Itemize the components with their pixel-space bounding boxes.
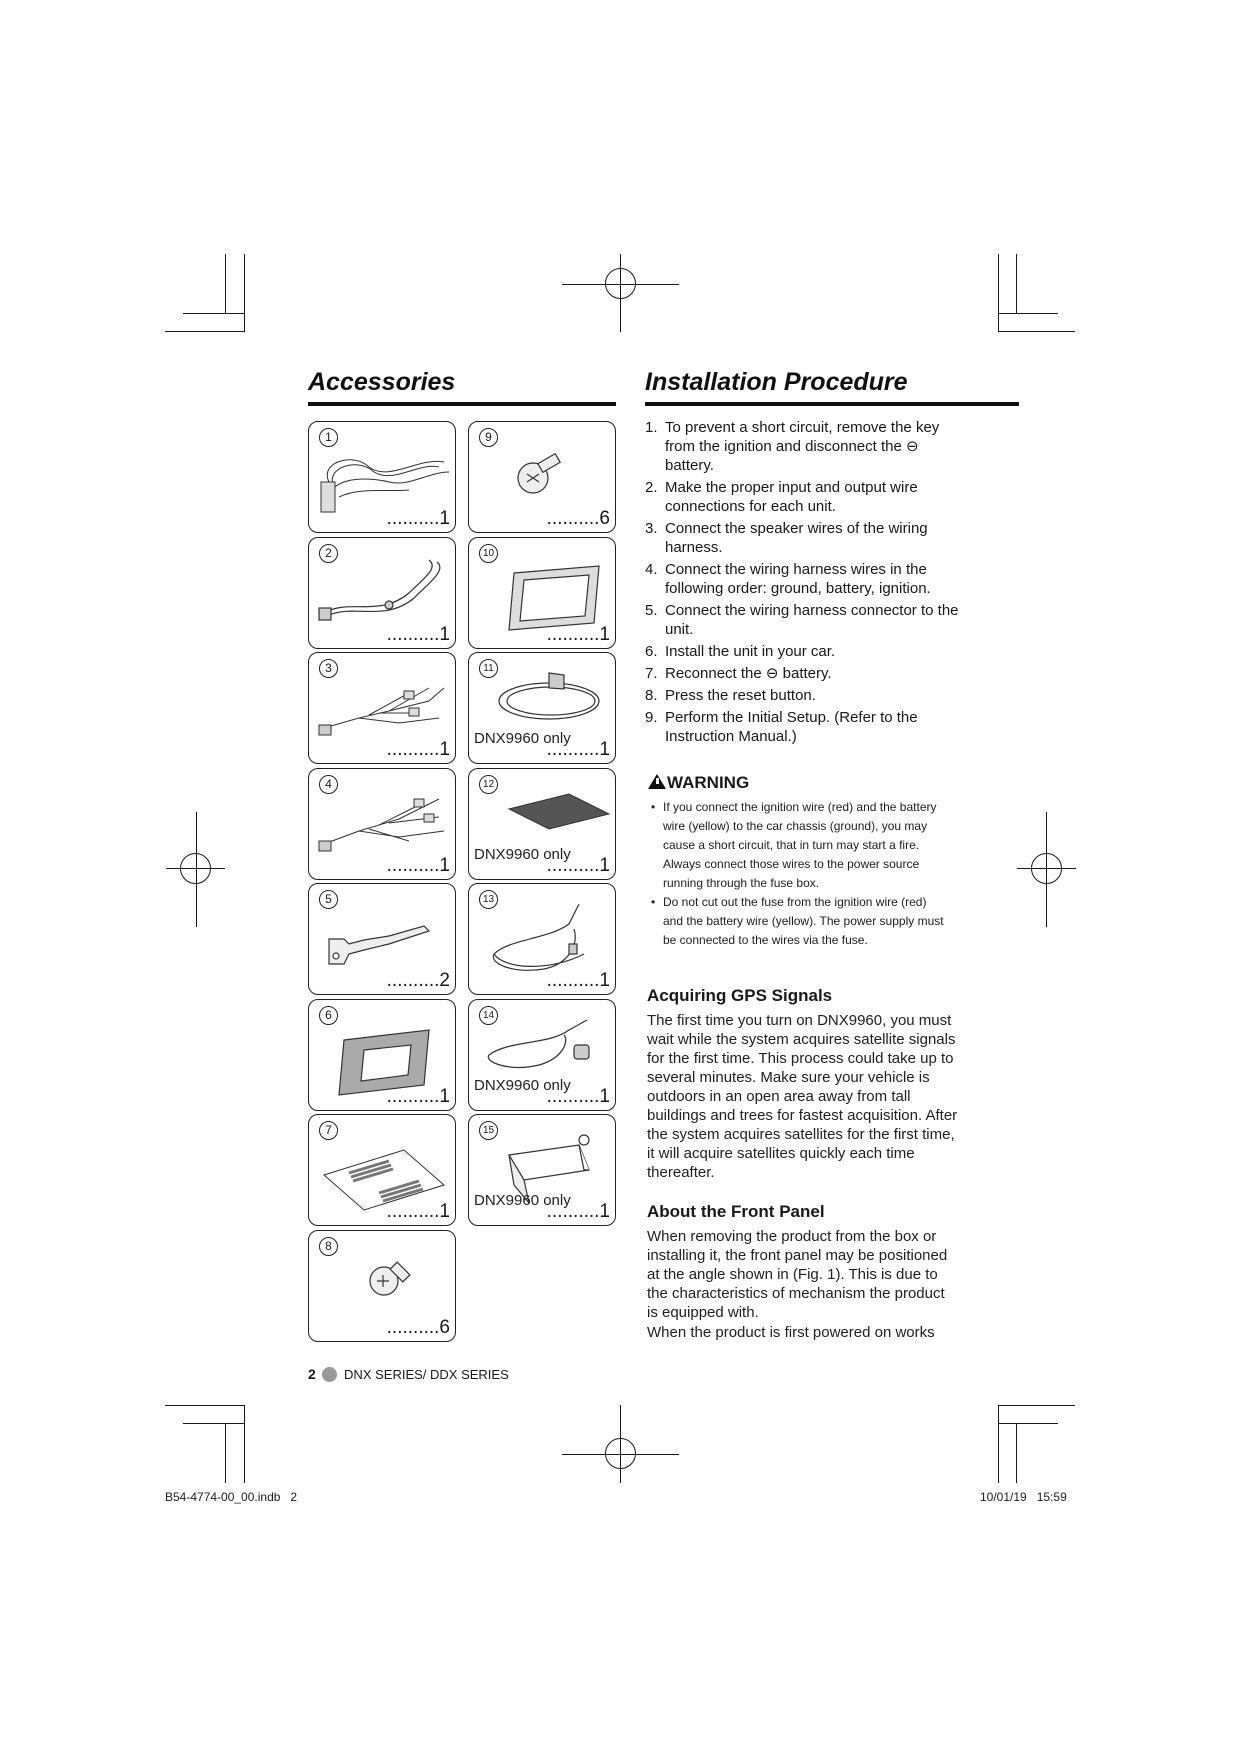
accessory-quantity: ..........6 [546,508,610,529]
accessory-number: 2 [319,544,338,563]
step-number: 2. [645,479,658,496]
step-text: To prevent a short circuit, remove the key from the ignition and disconnect the ⊖ battery. [665,419,940,474]
installation-step [645,642,965,661]
step-number: 8. [645,687,658,704]
accessory-quantity: ..........1 [546,1085,610,1107]
accessory-number: 6 [319,1006,338,1025]
step-number: 3. [645,520,658,537]
accessory-number: 13 [479,890,498,909]
accessory-number: 9 [479,428,498,447]
accessory-number: 11 [479,659,498,678]
accessory-item-11 [468,652,616,764]
accessory-quantity: ..........1 [546,1201,610,1222]
accessory-item-3 [308,652,456,764]
step-number: 5. [645,602,658,619]
accessory-quantity: ..........2 [386,970,450,991]
page-number: 2 [308,1366,316,1382]
accessory-item-4 [308,768,456,880]
step-text: Reconnect the ⊖ battery. [665,665,832,682]
series-label: DNX SERIES/ DDX SERIES [344,1367,509,1382]
warning-bullet: • If you connect the ignition wire (red) and the battery wire (yellow) to the car chassis (ground), you may cause a short circuit, that in turn may start a fire. Always connect those wires to the power source running through the fuse box. [649,798,949,893]
accessory-note: DNX9960 only [474,1192,571,1209]
accessory-item-1 [308,421,456,533]
accessory-item-7 [308,1114,456,1226]
gps-text: The first time you turn on DNX9960, you must wait while the system acquires satellite signals for the first time. This process could take up to several minutes. Make sure your vehicle is outdoors in an open area away from tall buildings and trees for fastest acquisition. After the system acquires satellites for the first time, it will acquire satellites quickly each time thereafter. [647,1012,958,1181]
warning-triangle-icon [648,774,666,789]
accessory-item-2 [308,537,456,649]
accessory-quantity: ..........1 [546,623,610,645]
accessory-quantity: ..........6 [386,1316,450,1338]
step-number: 7. [645,665,658,682]
accessory-note: DNX9960 only [474,845,571,863]
accessory-number: 4 [319,775,338,794]
accessory-item-10 [468,537,616,649]
accessory-quantity: ..........1 [386,854,450,876]
warning-bullet: • Do not cut out the fuse from the ignition wire (red) and the battery wire (yellow). The power supply must be connected to the wires via the fuse. [649,893,949,950]
step-text: Make the proper input and output wire connections for each unit. [665,479,918,515]
accessory-quantity: ..........1 [546,739,610,760]
accessory-number: 12 [479,775,498,794]
accessory-item-12 [468,768,616,880]
step-number: 1. [645,419,658,436]
accessory-quantity: ..........1 [546,970,610,991]
front-panel-text-continued: When the product is first powered on works [647,1324,935,1341]
installation-step [645,560,965,598]
accessory-item-8 [308,1230,456,1342]
front-panel-text: When removing the product from the box or installing it, the front panel may be positioned at the angle shown in (Fig. 1). This is due to the characteristics of mechanism the product is equipped with. [647,1228,948,1321]
installation-title: Installation Procedure [645,368,908,396]
step-text: Install the unit in your car. [665,643,836,660]
accessory-note: DNX9960 only [474,730,571,747]
accessory-quantity: ..........1 [386,508,450,529]
warning-title: WARNING [667,773,750,792]
accessory-note: DNX9960 only [474,1076,571,1094]
accessory-item-9 [468,421,616,533]
accessory-number: 3 [319,659,338,678]
accessory-item-13 [468,883,616,995]
installation-step [645,664,965,683]
accessory-item-15 [468,1114,616,1226]
accessories-title: Accessories [308,368,456,396]
step-text: Perform the Initial Setup. (Refer to the Instruction Manual.) [665,709,918,745]
step-text: Connect the wiring harness wires in the following order: ground, battery, ignition. [665,561,931,597]
page-footer [308,1366,509,1382]
warning-list [649,798,949,950]
step-text: Connect the wiring harness connector to the unit. [665,602,959,638]
step-text: Press the reset button. [665,687,816,704]
accessory-item-14 [468,999,616,1111]
installation-step [645,519,965,557]
installation-steps [645,418,965,749]
accessory-item-5 [308,883,456,995]
installation-rule [645,402,1019,406]
accessory-quantity: ..........1 [386,623,450,645]
installation-step [645,601,965,639]
step-text: Connect the speaker wires of the wiring harness. [665,520,928,556]
installation-step [645,708,965,746]
accessory-quantity: ..........1 [546,854,610,876]
accessory-item-6 [308,999,456,1111]
step-number: 6. [645,643,658,660]
accessory-number: 5 [319,890,338,909]
warning-heading [648,773,749,793]
file-slug: B54-4774-00_00.indb 2 [165,1490,298,1504]
accessory-number: 7 [319,1121,338,1140]
accessory-number: 15 [479,1121,498,1140]
date-slug: 10/01/19 15:59 [980,1490,1067,1504]
step-number: 9. [645,709,658,726]
accessory-quantity: ..........1 [386,739,450,760]
accessory-number: 1 [319,428,338,447]
accessories-rule [308,402,616,406]
accessory-quantity: ..........1 [386,1201,450,1222]
front-panel-title: About the Front Panel [647,1202,825,1221]
installation-step [645,686,965,705]
footer-bullet-icon [322,1367,337,1382]
accessory-number: 8 [319,1237,338,1256]
installation-step [645,478,965,516]
step-number: 4. [645,561,658,578]
accessory-number: 14 [479,1006,498,1025]
gps-title: Acquiring GPS Signals [647,986,833,1005]
installation-step [645,418,965,475]
accessory-quantity: ..........1 [386,1085,450,1107]
accessory-number: 10 [479,544,498,563]
